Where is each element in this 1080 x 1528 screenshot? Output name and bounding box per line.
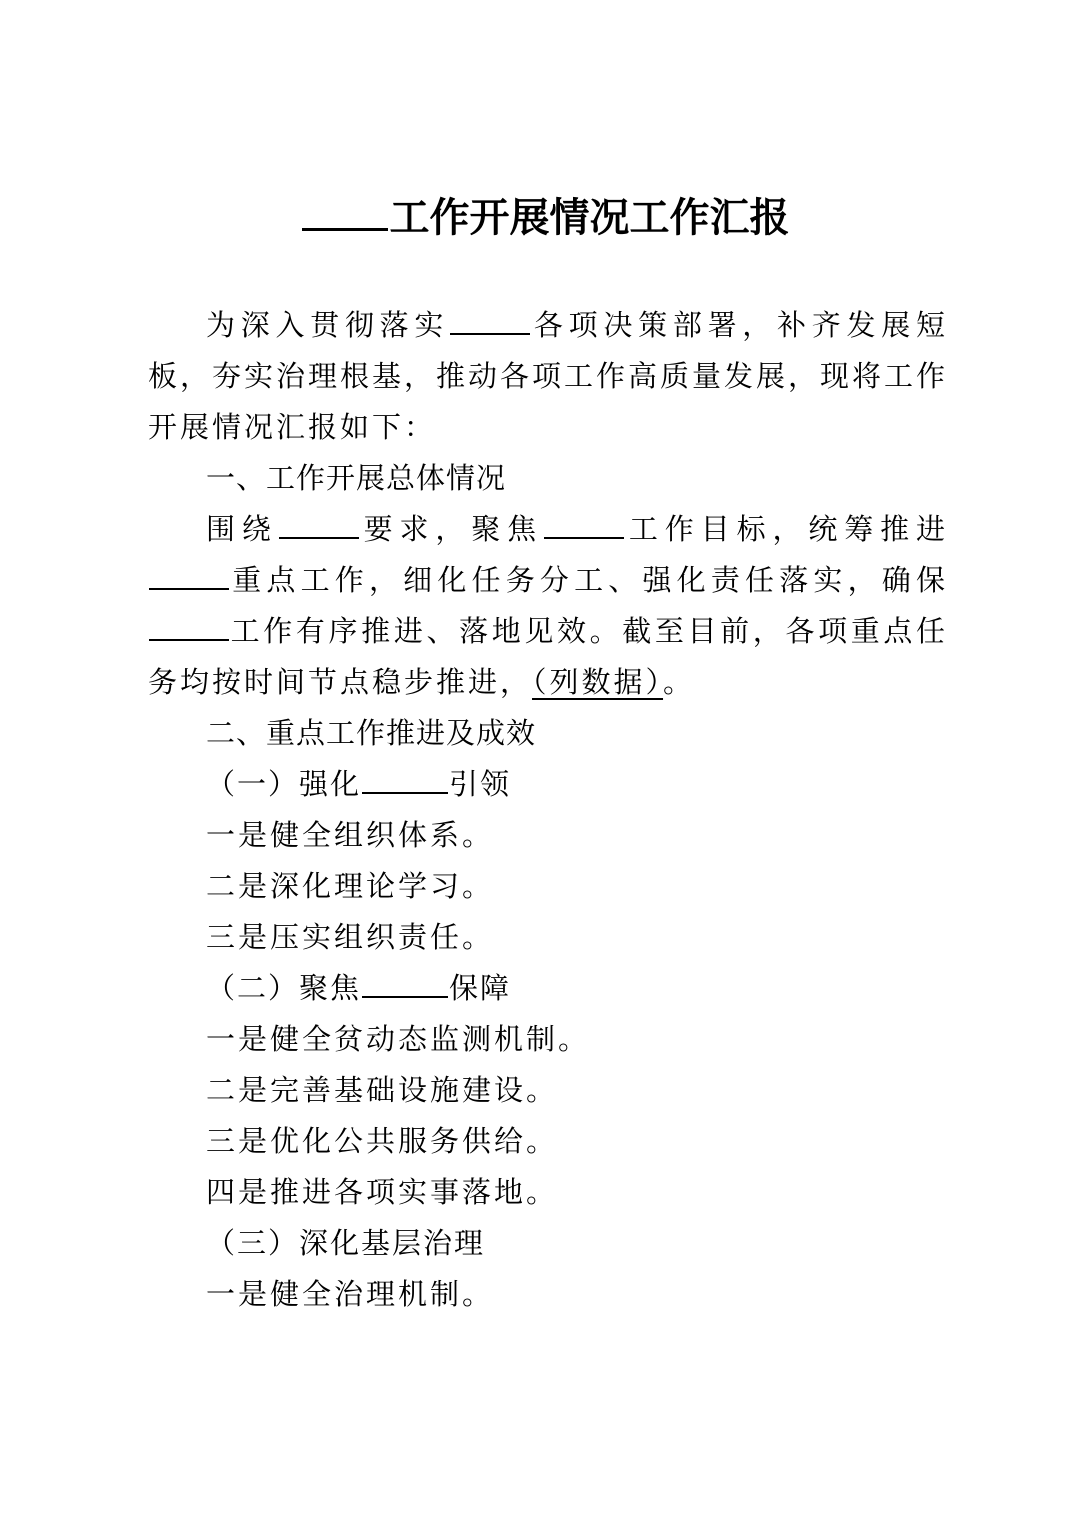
list-item: 四是推进各项实事落地。 (206, 1175, 559, 1209)
list-item: 二是深化理论学习。 (206, 869, 495, 903)
blank-field (149, 609, 229, 641)
s1-text-2: 要求，聚焦 (359, 512, 544, 546)
section2-heading: 二、重点工作推进及成效 (206, 716, 537, 750)
list-item: 二是完善基础设施建设。 (206, 1073, 559, 1107)
sub2-prefix: （二）聚焦 (206, 971, 362, 1005)
section1-paragraph (148, 504, 948, 708)
document-body (148, 300, 948, 1320)
intro-text-1: 为深入贯彻落实 (206, 308, 450, 342)
subsection2-heading (148, 963, 948, 1014)
s1-end: 。 (663, 665, 696, 699)
blank-field (544, 507, 624, 539)
s1-text-1: 围绕 (206, 512, 278, 546)
intro-paragraph (148, 300, 948, 453)
sub2-suffix: 保障 (449, 971, 512, 1005)
s1-text-4: 重点工作，细化任务分工、强化责任落实，确保 (230, 563, 948, 597)
title-blank (302, 188, 388, 231)
section1-heading: 一、工作开展总体情况 (206, 461, 507, 495)
subsection1-heading (148, 759, 948, 810)
blank-field (149, 558, 229, 590)
blank-field (450, 303, 530, 335)
sub1-prefix: （一）强化 (206, 767, 362, 801)
list-item: 一是健全组织体系。 (206, 818, 495, 852)
title-text: 工作开展情况工作汇报 (389, 194, 790, 241)
list-item: 三是压实组织责任。 (206, 920, 495, 954)
blank-field (362, 966, 448, 998)
list-item: 一是健全贫动态监测机制。 (206, 1022, 591, 1056)
sub1-suffix: 引领 (449, 767, 512, 801)
data-placeholder: （列数据） (532, 665, 664, 699)
blank-field (279, 507, 359, 539)
s1-text-5: 工作有序推进、落地见效。截至目前，各项重点任务均按时间节点稳步推进， (148, 614, 948, 699)
blank-field (362, 762, 448, 794)
list-item: 一是健全治理机制。 (206, 1277, 495, 1311)
s1-text-3: 工作目标，统筹推进 (625, 512, 948, 546)
list-item: 三是优化公共服务供给。 (206, 1124, 559, 1158)
intro-text-2: 各项决策部署，补齐发展短板，夯实治理根基，推动各项工作高质量发展，现将工作开展情况汇报如下： (148, 308, 949, 444)
document-title (0, 188, 1080, 248)
subsection3-heading: （三）深化基层治理 (206, 1226, 486, 1260)
